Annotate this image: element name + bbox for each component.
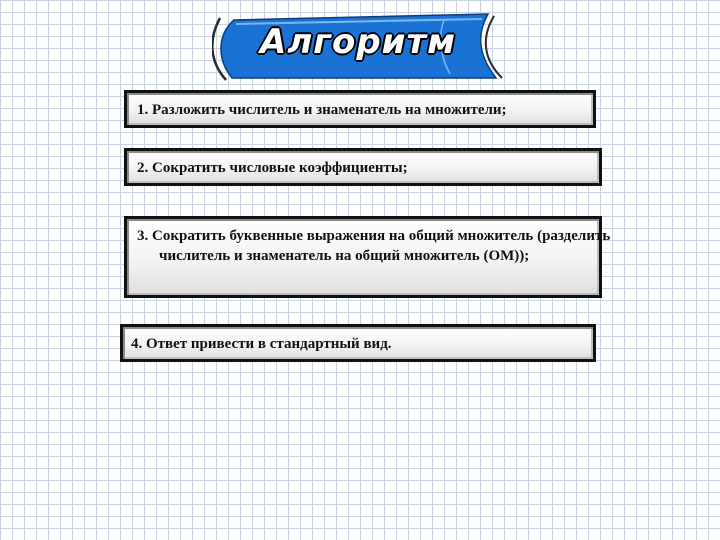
step-4-text: 4. Ответ привести в стандартный вид.	[131, 336, 392, 352]
algorithm-step-3	[124, 216, 611, 298]
step-1-text: 1. Разложить числитель и знаменатель на множители;	[137, 102, 507, 118]
algorithm-step-1	[124, 90, 596, 128]
algorithm-step-4	[120, 324, 596, 362]
slide-title: Алгоритм	[260, 22, 456, 62]
algorithm-step-2	[124, 148, 602, 186]
title-banner	[212, 12, 504, 82]
step-2-text: 2. Сократить числовые коэффициенты;	[137, 160, 408, 176]
step-3-text: 3. Сократить буквенные выражения на общий множитель (разделить числитель и знаменатель на общий множитель (ОМ));	[137, 228, 611, 264]
